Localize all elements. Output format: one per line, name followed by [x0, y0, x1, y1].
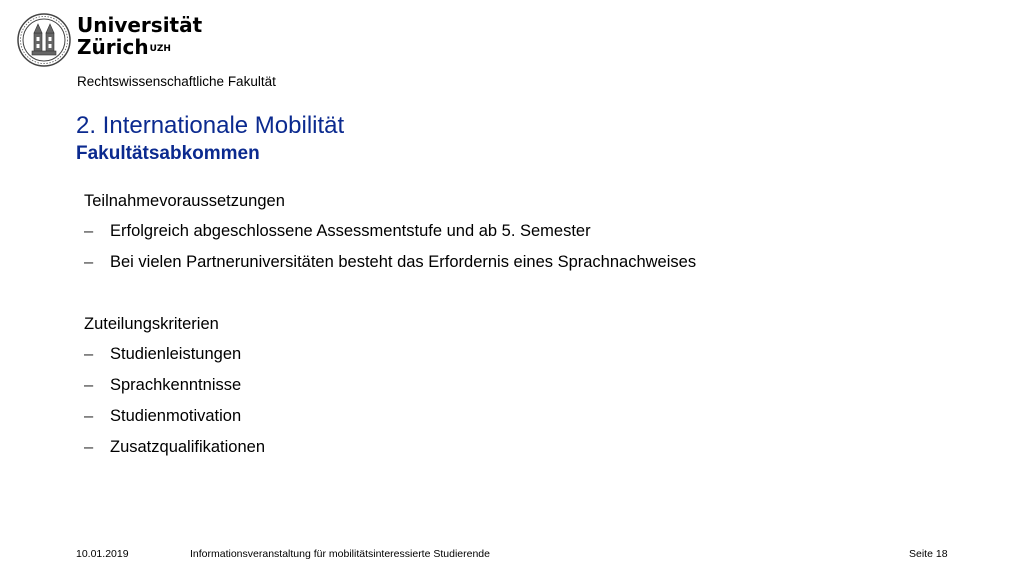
footer-page-number: Seite 18 [909, 548, 948, 560]
section-heading-criteria: Zuteilungskriterien [84, 315, 219, 333]
faculty-name: Rechtswissenschaftliche Fakultät [77, 74, 276, 89]
list-item [84, 434, 696, 465]
list-item [84, 341, 696, 372]
dash-bullet-icon: – [84, 438, 94, 456]
section-heading-requirements: Teilnahmevoraussetzungen [84, 192, 285, 210]
dash-bullet-icon: – [84, 253, 94, 271]
list-item [84, 218, 696, 249]
slide-title: 2. Internationale Mobilität [76, 112, 345, 139]
list-item-text: Sprachkenntnisse [110, 376, 242, 394]
list-item-text: Zusatzqualifikationen [110, 438, 266, 456]
list-item [84, 372, 696, 403]
spacer [84, 280, 696, 311]
university-name-line1: Universität [77, 13, 203, 37]
slide-subtitle: Fakultätsabkommen [76, 143, 260, 164]
list-item-text: Erfolgreich abgeschlossene Assessmentstufe und ab 5. Semester [110, 222, 591, 240]
dash-bullet-icon: – [84, 376, 94, 394]
list-item-text: Studienleistungen [110, 345, 242, 363]
university-city: Zürich [77, 35, 149, 59]
dash-bullet-icon: – [84, 222, 94, 240]
dash-bullet-icon: – [84, 345, 94, 363]
university-seal-icon [17, 13, 71, 67]
list-item-text: Studienmotivation [110, 407, 242, 425]
slide-content [84, 188, 696, 465]
list-item [84, 403, 696, 434]
university-abbreviation: UZH [149, 44, 171, 54]
dash-bullet-icon: – [84, 407, 94, 425]
footer-event: Informationsveranstaltung für mobilitätsinteressierte Studierende [190, 548, 490, 560]
footer-date: 10.01.2019 [76, 548, 129, 560]
university-name [77, 14, 202, 58]
list-item [84, 249, 696, 280]
list-item-text: Bei vielen Partneruniversitäten besteht das Erfordernis eines Sprachnachweises [110, 253, 697, 271]
university-name-line2 [77, 36, 202, 58]
